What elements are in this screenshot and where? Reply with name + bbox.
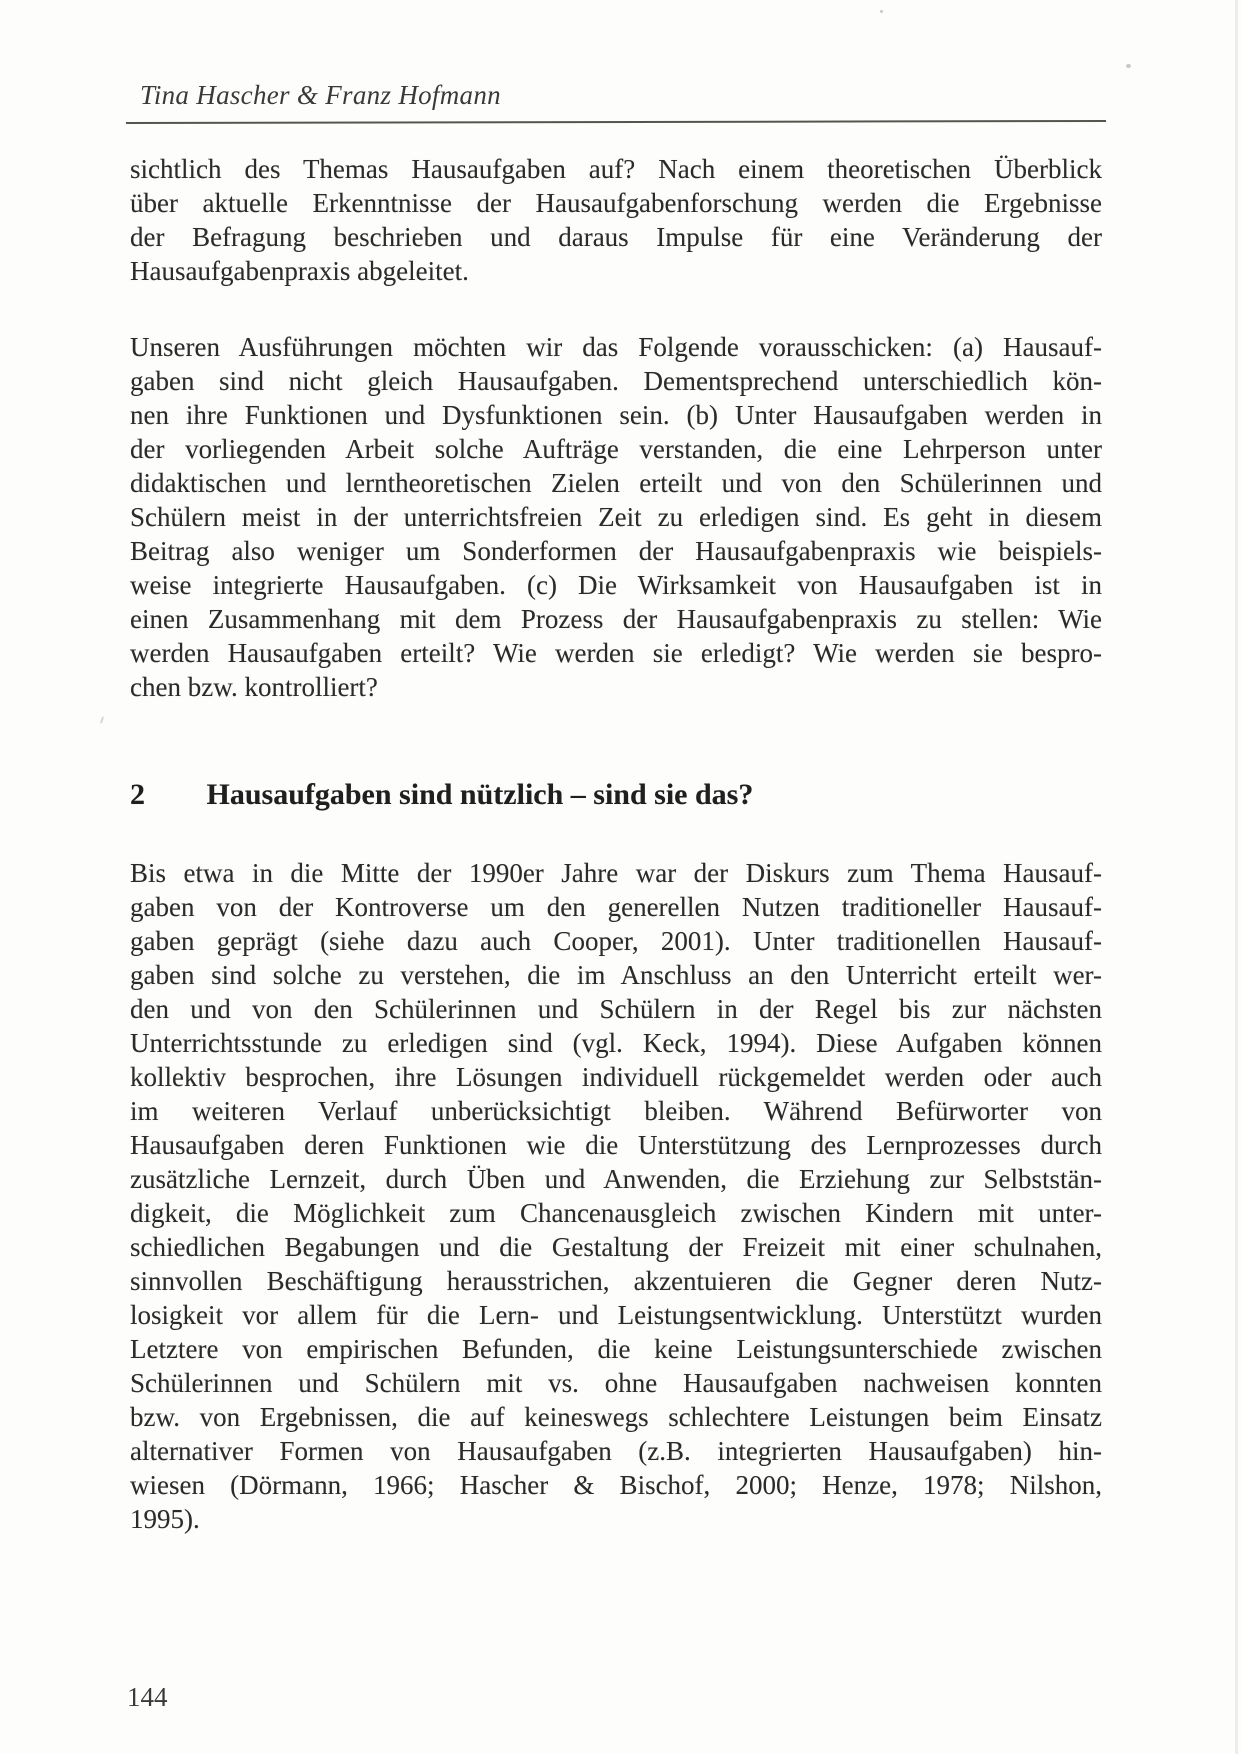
text-line: alternativer Formen von Hausaufgaben (z.B. integrierten Hausaufgaben) hin- <box>130 1436 1102 1466</box>
text-line: 1995). <box>130 1504 200 1534</box>
text-line: Unseren Ausführungen möchten wir das Folgende vorausschicken: (a) Hausauf- <box>130 332 1102 362</box>
intro-paragraph-1 <box>130 152 1102 288</box>
header-rule <box>126 120 1106 124</box>
text-line: Hausaufgaben deren Funktionen wie die Unterstützung des Lernprozesses durch <box>130 1130 1102 1160</box>
text-line: den und von den Schülerinnen und Schülern in der Regel bis zur nächsten <box>130 994 1102 1024</box>
text-line: Bis etwa in die Mitte der 1990er Jahre war der Diskurs zum Thema Hausauf- <box>130 858 1102 888</box>
text-line: Schülern meist in der unterrichtsfreien Zeit zu erledigen sind. Es geht in diesem <box>130 502 1102 532</box>
text-line: chen bzw. kontrolliert? <box>130 672 378 702</box>
text-line: werden Hausaufgaben erteilt? Wie werden sie erledigt? Wie werden sie bespro- <box>130 638 1102 668</box>
text-line: der Befragung beschrieben und daraus Impulse für eine Veränderung der <box>130 222 1102 252</box>
text-line: Unterrichtsstunde zu erledigen sind (vgl. Keck, 1994). Diese Aufgaben können <box>130 1028 1102 1058</box>
text-line: zusätzliche Lernzeit, durch Üben und Anwenden, die Erziehung zur Selbststän- <box>130 1164 1102 1194</box>
text-line: weise integrierte Hausaufgaben. (c) Die Wirksamkeit von Hausaufgaben ist in <box>130 570 1102 600</box>
text-line: im weiteren Verlauf unberücksichtigt bleiben. Während Befürworter von <box>130 1096 1102 1126</box>
text-line: über aktuelle Erkenntnisse der Hausaufgabenforschung werden die Ergebnisse <box>130 188 1102 218</box>
text-line: gaben von der Kontroverse um den generellen Nutzen traditioneller Hausauf- <box>130 892 1102 922</box>
text-line: Schülerinnen und Schülern mit vs. ohne Hausaufgaben nachweisen konnten <box>130 1368 1102 1398</box>
section-heading <box>130 778 753 812</box>
text-line: der vorliegenden Arbeit solche Aufträge verstanden, die eine Lehrperson unter <box>130 434 1102 464</box>
text-line: gaben sind solche zu verstehen, die im Anschluss an den Unterricht erteilt wer- <box>130 960 1102 990</box>
text-line: gaben geprägt (siehe dazu auch Cooper, 2001). Unter traditionellen Hausauf- <box>130 926 1102 956</box>
text-line: schiedlichen Begabungen und die Gestaltung der Freizeit mit einer schulnahen, <box>130 1232 1102 1262</box>
text-line: wiesen (Dörmann, 1966; Hascher & Bischof, 2000; Henze, 1978; Nilshon, <box>130 1470 1102 1500</box>
section-title: Hausaufgaben sind nützlich – sind sie das? <box>206 778 754 811</box>
text-line: Letztere von empirischen Befunden, die keine Leistungsunterschiede zwischen <box>130 1334 1102 1364</box>
section-paragraph-1 <box>130 856 1102 1536</box>
section-number: 2 <box>130 778 145 811</box>
text-line: losigkeit vor allem für die Lern- und Leistungsentwicklung. Unterstützt wurden <box>130 1300 1102 1330</box>
text-line: kollektiv besprochen, ihre Lösungen individuell rückgemeldet werden oder auch <box>130 1062 1102 1092</box>
text-line: nen ihre Funktionen und Dysfunktionen sein. (b) Unter Hausaufgaben werden in <box>130 400 1102 430</box>
running-header-authors: Tina Hascher & Franz Hofmann <box>140 80 501 110</box>
text-line: sinnvollen Beschäftigung herausstrichen, akzentuieren die Gegner deren Nutz- <box>130 1266 1102 1296</box>
text-line: digkeit, die Möglichkeit zum Chancenausgleich zwischen Kindern mit unter- <box>130 1198 1102 1228</box>
scan-speck-artifact <box>880 10 883 13</box>
text-line: einen Zusammenhang mit dem Prozess der Hausaufgabenpraxis zu stellen: Wie <box>130 604 1102 634</box>
text-line: Hausaufgabenpraxis abgeleitet. <box>130 256 469 286</box>
page-number: 144 <box>127 1682 168 1712</box>
scan-edge-artifact <box>1235 0 1238 1754</box>
text-line: didaktischen und lerntheoretischen Zielen erteilt und von den Schülerinnen und <box>130 468 1102 498</box>
text-line: sichtlich des Themas Hausaufgaben auf? Nach einem theoretischen Überblick <box>130 154 1102 184</box>
text-line: bzw. von Ergebnissen, die auf keineswegs schlechtere Leistungen beim Einsatz <box>130 1402 1102 1432</box>
scan-speck-artifact <box>100 716 105 724</box>
text-line: Beitrag also weniger um Sonderformen der Hausaufgabenpraxis wie beispiels- <box>130 536 1102 566</box>
text-line: gaben sind nicht gleich Hausaufgaben. Dementsprechend unterschiedlich kön- <box>130 366 1102 396</box>
intro-paragraph-2 <box>130 330 1102 704</box>
scan-speck-artifact <box>1126 64 1131 68</box>
